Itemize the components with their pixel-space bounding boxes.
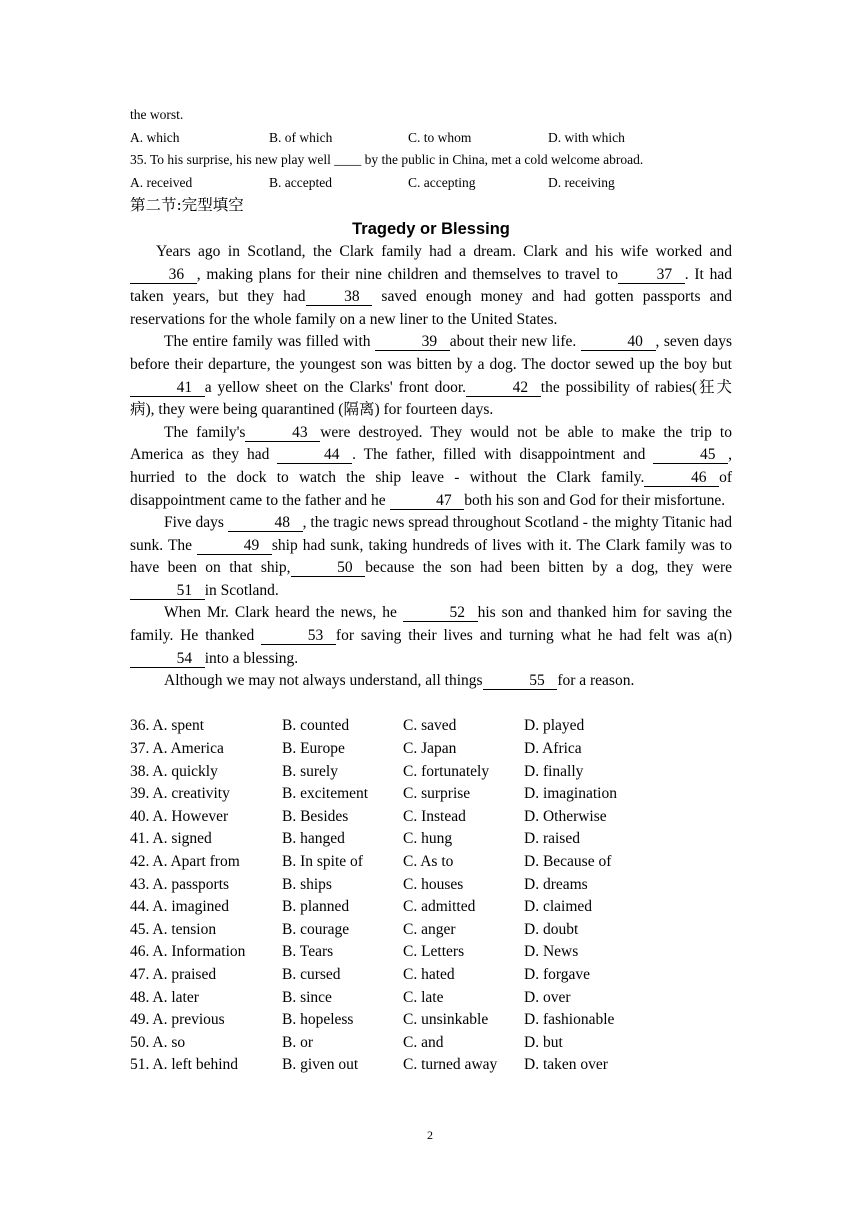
passage-text: , hurried to the dock to watch the ship leave - without the Clark family. — [130, 446, 732, 486]
passage-title: Tragedy or Blessing — [352, 219, 510, 238]
choice-option-b: B. In spite of — [282, 853, 363, 870]
choice-row — [130, 896, 732, 919]
blank-50: 50 — [291, 560, 366, 577]
choice-option-a: 46. A. Information — [130, 943, 246, 961]
passage-text: The family's — [164, 423, 246, 441]
choice-option-c: C. turned away — [403, 1056, 498, 1074]
q34-option-a: A. which — [130, 129, 180, 145]
choice-option-b: B. since — [282, 988, 332, 1006]
choice-option-a: 38. A. quickly — [130, 762, 218, 780]
blank-37: 37 — [618, 267, 685, 284]
passage-text: When Mr. Clark heard the news, he — [164, 604, 403, 622]
choice-option-b: B. ships — [282, 875, 332, 893]
choice-row — [130, 874, 732, 897]
paragraph-4 — [130, 512, 732, 602]
blank-42: 42 — [466, 380, 541, 397]
choice-row — [130, 715, 732, 738]
choice-option-b: B. or — [282, 1033, 313, 1051]
choice-row — [130, 1032, 732, 1055]
choice-option-b: B. courage — [282, 920, 350, 938]
choice-option-b: B. hopeless — [282, 1011, 354, 1029]
passage-text: . It had taken years, but they had — [130, 265, 732, 306]
q35-stem: 35. To his surprise, his new play well ____ by the public in China, met a cold welcome abroad. — [130, 152, 644, 168]
passage-text: , making plans for their nine children and themselves to travel to — [196, 265, 618, 283]
choice-row — [130, 806, 732, 829]
q34-option-d: D. with which — [548, 129, 625, 145]
choice-row — [130, 1009, 732, 1032]
choice-option-d: D. taken over — [524, 1056, 608, 1074]
passage-text: were destroyed. They would not be able to make the trip to America as they had — [130, 423, 732, 464]
paragraph-3 — [130, 422, 732, 512]
choice-option-b: B. counted — [282, 717, 350, 735]
choice-option-c: C. As to — [403, 853, 454, 870]
choice-option-a: 44. A. imagined — [130, 898, 230, 916]
choice-option-d: D. raised — [524, 830, 580, 848]
choice-option-b: B. Europe — [282, 740, 345, 758]
choice-option-c: C. and — [403, 1033, 444, 1051]
document-page — [130, 104, 732, 1077]
passage-text: . The father, filled with disappointment and — [352, 446, 654, 464]
section-heading: 第二节:完型填空 — [130, 196, 244, 215]
passage-text: The entire family was filled with — [164, 333, 375, 351]
q35-option-a: A. received — [130, 174, 193, 190]
choice-option-d: D. fashionable — [524, 1011, 615, 1029]
choice-option-d: D. over — [524, 988, 571, 1006]
choice-option-a: 43. A. passports — [130, 875, 230, 893]
blank-52: 52 — [403, 605, 478, 622]
paragraph-2 — [130, 331, 732, 421]
q34-options — [130, 127, 732, 150]
choice-option-a: 42. A. Apart from — [130, 853, 240, 870]
blank-45: 45 — [653, 447, 728, 464]
choice-option-d: D. Otherwise — [524, 807, 607, 825]
passage-text: both his son and God for their misfortune. — [464, 491, 726, 509]
choice-option-b: B. given out — [282, 1056, 359, 1074]
passage-text: Five days — [164, 514, 228, 532]
previous-question-fragment: the worst. — [130, 107, 184, 122]
choice-option-b: B. Besides — [282, 807, 349, 825]
choice-option-c: C. Letters — [403, 943, 465, 961]
blank-40: 40 — [581, 334, 656, 351]
choice-row — [130, 919, 732, 942]
passage-text: in Scotland. — [204, 581, 279, 599]
choice-option-b: B. Tears — [282, 943, 334, 961]
choice-row — [130, 964, 732, 987]
choice-option-d: D. but — [524, 1033, 563, 1051]
choice-option-a: 51. A. left behind — [130, 1056, 239, 1074]
choice-option-a: 45. A. tension — [130, 920, 217, 938]
passage-text: about their new life. — [449, 333, 581, 351]
choice-option-a: 48. A. later — [130, 988, 199, 1006]
choice-row — [130, 738, 732, 761]
q35-options — [130, 172, 732, 195]
choice-option-a: 36. A. spent — [130, 717, 205, 735]
blank-53: 53 — [261, 628, 336, 645]
blank-38: 38 — [306, 289, 373, 306]
passage-text: , the tragic news spread throughout Scotland - the mighty Titanic had sunk. The — [130, 514, 733, 554]
choice-row — [130, 851, 732, 874]
choice-option-c: C. admitted — [403, 898, 476, 916]
choice-option-c: C. surprise — [403, 785, 471, 803]
blank-41: 41 — [130, 380, 205, 397]
choice-option-b: B. cursed — [282, 965, 341, 983]
passage-text: for a reason. — [557, 672, 635, 690]
choice-option-c: C. fortunately — [403, 762, 490, 780]
choice-row — [130, 987, 732, 1010]
blank-47: 47 — [390, 493, 465, 510]
blank-51: 51 — [130, 583, 205, 600]
choice-row — [130, 761, 732, 784]
q34-option-b: B. of which — [269, 129, 333, 145]
q34-option-c: C. to whom — [408, 129, 472, 145]
passage-text: ship had sunk, taking hundreds of lives with it. The Clark family was to have been on that ship, — [130, 536, 732, 577]
choice-option-c: C. hung — [403, 830, 453, 848]
choice-option-c: C. hated — [403, 965, 455, 983]
choice-option-a: 37. A. America — [130, 740, 224, 758]
blank-46: 46 — [644, 470, 719, 487]
choice-option-d: D. forgave — [524, 965, 590, 983]
passage-text: Years ago in Scotland, the Clark family had a dream. Clark and his wife worked and — [156, 242, 732, 260]
choice-option-d: D. News — [524, 943, 579, 961]
choice-option-b: B. hanged — [282, 830, 345, 848]
choice-option-d: D. claimed — [524, 898, 593, 916]
choice-option-d: D. played — [524, 717, 585, 735]
blank-55: 55 — [483, 673, 558, 690]
passage-text: saved enough money and had gotten passports and reservations for the whole family on a new liner to the United States. — [130, 288, 732, 328]
choices-list — [130, 715, 732, 1077]
choice-row — [130, 828, 732, 851]
choice-option-c: C. late — [403, 988, 444, 1006]
q35-option-c: C. accepting — [408, 174, 476, 190]
choice-option-c: C. unsinkable — [403, 1011, 489, 1029]
paragraph-5 — [130, 602, 732, 670]
paragraph-6 — [130, 670, 732, 693]
choice-option-c: C. Japan — [403, 740, 457, 758]
passage-text: Although we may not always understand, all things — [164, 672, 483, 690]
passage-text: because the son had been bitten by a dog, they were — [365, 559, 732, 577]
choice-option-c: C. saved — [403, 717, 457, 735]
choice-option-a: 49. A. previous — [130, 1011, 225, 1029]
blank-36: 36 — [130, 267, 197, 284]
choice-option-a: 50. A. so — [130, 1033, 186, 1051]
blank-43: 43 — [245, 425, 320, 442]
choice-option-d: D. Africa — [524, 740, 582, 758]
choice-option-a: 47. A. praised — [130, 965, 217, 983]
choice-option-d: D. finally — [524, 762, 584, 780]
choice-row — [130, 783, 732, 806]
page-number: 2 — [427, 1128, 433, 1142]
choice-option-d: D. imagination — [524, 785, 617, 803]
q35-option-b: B. accepted — [269, 174, 332, 190]
passage-text: into a blessing. — [204, 649, 299, 667]
choice-option-c: C. Instead — [403, 807, 466, 825]
q35-option-d: D. receiving — [548, 174, 615, 190]
passage-text: , seven days before their departure, the youngest son was bitten by a dog. The doctor sewed up the boy but — [130, 333, 732, 373]
blank-39: 39 — [375, 334, 450, 351]
blank-54: 54 — [130, 651, 205, 668]
passage-text: his son and thanked him for saving the family. He thanked — [130, 604, 732, 645]
passage-text: of disappointment came to the father and he — [130, 468, 732, 509]
choice-option-b: B. excitement — [282, 785, 369, 803]
cloze-passage — [130, 241, 732, 693]
choice-option-d: D. dreams — [524, 875, 588, 893]
blank-49: 49 — [197, 538, 272, 555]
blank-48: 48 — [228, 515, 303, 532]
choice-option-a: 41. A. signed — [130, 830, 212, 848]
choice-row — [130, 1054, 732, 1077]
passage-text: for saving their lives and turning what he had felt was a(n) — [335, 627, 733, 645]
choice-option-b: B. planned — [282, 898, 350, 916]
choice-option-a: 40. A. However — [130, 807, 229, 825]
passage-text: a yellow sheet on the Clarks' front door. — [204, 378, 467, 396]
blank-44: 44 — [277, 447, 352, 464]
choice-option-a: 39. A. creativity — [130, 785, 230, 803]
choice-row — [130, 941, 732, 964]
passage-text: the possibility of rabies(狂犬病), they were being quarantined (隔离) for fourteen days. — [130, 378, 733, 419]
choice-option-c: C. anger — [403, 920, 456, 938]
choice-option-b: B. surely — [282, 762, 338, 780]
choice-option-c: C. houses — [403, 875, 464, 893]
paragraph-1 — [130, 241, 732, 331]
choice-option-d: D. Because of — [524, 853, 612, 870]
choice-option-d: D. doubt — [524, 920, 579, 938]
